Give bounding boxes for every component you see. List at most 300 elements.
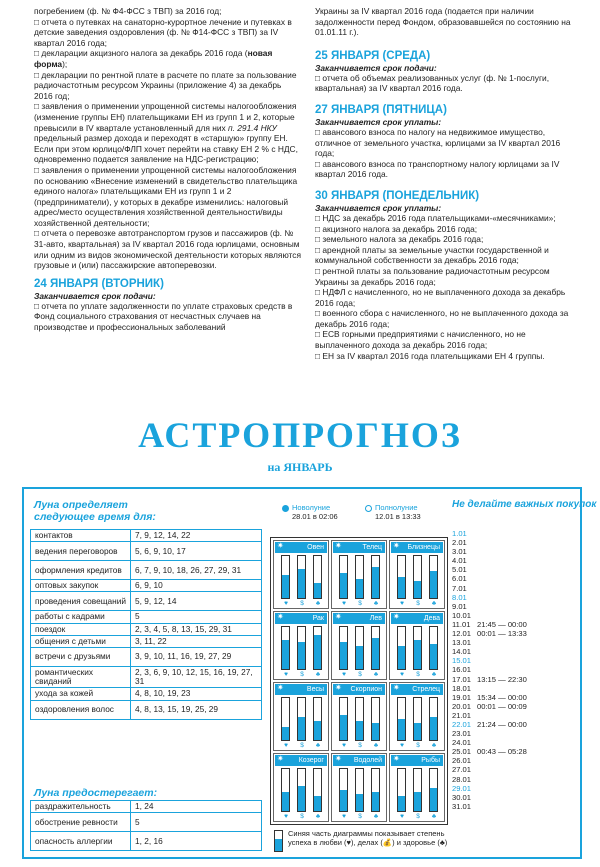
list-item	[452, 720, 552, 729]
health-icon: ♣	[315, 671, 321, 678]
table-row	[31, 648, 262, 667]
success-bar	[297, 555, 306, 599]
list-item	[452, 620, 552, 629]
date: 16.01	[452, 665, 472, 675]
date: 12.01	[452, 629, 472, 639]
full-moon-icon	[365, 505, 372, 512]
checkbox-item: □ земельного налога за декабрь 2016 года;	[315, 234, 575, 245]
success-bar-fill	[430, 571, 437, 598]
list-item	[452, 793, 552, 802]
list-item	[452, 565, 552, 574]
table-row	[31, 580, 262, 592]
new-moon-label: Новолуние	[292, 503, 331, 512]
twins-icon: ✷	[393, 541, 400, 550]
success-bar	[339, 768, 348, 812]
table-row	[31, 688, 262, 700]
date: 25.01	[452, 747, 472, 757]
date: 8.01	[452, 592, 467, 602]
money-bag-icon: $	[358, 813, 362, 820]
success-bar-fill	[430, 788, 437, 811]
zodiac-sign-name: Весы	[275, 684, 327, 695]
checkbox-item: □ отчета по уплате задолженности по уплате страховых средств в Фонд социального страхования от несчастных случаев на производстве и профессиональных заболеваний	[34, 301, 302, 333]
success-bar	[281, 697, 290, 741]
money-bag-icon: $	[358, 671, 362, 678]
success-bar-fill	[282, 575, 289, 598]
time-range: 21:24 — 00:00	[477, 719, 527, 729]
money-bag-icon: $	[358, 600, 362, 607]
list-item	[452, 702, 552, 711]
list-item	[452, 611, 552, 620]
checkbox-item	[34, 101, 302, 165]
text: заявления о применении упрощенной системы налогообложения (изменение группы ЕН) плательщиками ЕН из групп 1 и 2, которые превысили в IV квартале установленный для них	[34, 101, 297, 133]
list-item	[452, 593, 552, 602]
list-item	[452, 756, 552, 765]
heart-icon: ♥	[400, 742, 404, 749]
section-subtitle: Заканчивается срок подачи:	[34, 290, 156, 301]
zodiac-sign-name: Дева	[391, 613, 443, 624]
success-bar-fill	[372, 723, 379, 740]
list-item	[452, 738, 552, 747]
luna-warns-heading: Луна предостерегает:	[34, 787, 158, 799]
date: 28.01	[452, 774, 472, 784]
success-bar-fill	[282, 640, 289, 669]
success-bar-fill	[356, 579, 363, 598]
table-row	[31, 592, 262, 611]
zodiac-cell	[273, 540, 329, 609]
table-cell-days: 6, 7, 9, 10, 18, 26, 27, 29, 31	[131, 561, 262, 580]
table-cell-days: 6, 9, 10	[131, 580, 262, 592]
lion-icon: ✷	[335, 612, 342, 621]
success-bar-fill	[398, 719, 405, 740]
checkbox-item: □ арендной платы за земельные участки государственной и коммунальной собственности за декабрь 2016 года;	[315, 245, 575, 266]
table-row	[31, 801, 262, 813]
no-shopping-list	[452, 529, 552, 811]
list-item	[452, 656, 552, 665]
right-column	[315, 6, 575, 361]
table-cell-activity: опасность аллергии	[31, 832, 131, 851]
list-item	[452, 547, 552, 556]
zodiac-grid	[270, 537, 448, 825]
success-bar-fill	[414, 581, 421, 598]
date: 6.01	[452, 574, 467, 584]
list-item	[452, 538, 552, 547]
success-bar-fill	[398, 646, 405, 669]
article-text	[34, 6, 574, 361]
money-bag-icon: $	[416, 742, 420, 749]
table-cell-activity: работы с кадрами	[31, 611, 131, 623]
table-cell-days: 3, 11, 22	[131, 635, 262, 647]
success-bar-fill	[314, 635, 321, 669]
date: 22.01	[452, 719, 472, 729]
heart-icon: ♥	[284, 813, 288, 820]
success-bar-fill	[356, 794, 363, 811]
money-bag-icon: $	[358, 742, 362, 749]
ram-icon: ✷	[277, 541, 284, 550]
date: 19.01	[452, 692, 472, 702]
zodiac-cell	[273, 753, 329, 822]
success-bar	[397, 555, 406, 599]
table-row	[31, 611, 262, 623]
paragraph: Украины за IV квартал 2016 года (подается при наличии задолженности перед Фондом, образовавшейся по состоянию на 01.01.11 г.).	[315, 6, 571, 38]
money-bag-icon: $	[416, 813, 420, 820]
health-icon: ♣	[373, 742, 379, 749]
new-moon-icon	[282, 505, 289, 512]
full-moon-label: Полнолуние	[375, 503, 418, 512]
zodiac-cell	[389, 611, 445, 680]
zodiac-cell	[273, 682, 329, 751]
table-cell-days: 5	[131, 611, 262, 623]
checkbox-item: □ заявления о применении упрощенной системы налогообложения по основанию «Внесение изменений в свидетельство плательщика единого налога» плательщиками ЕН из групп 1 и 2 (предприниматели), у которых в декабре изменились: налоговый адрес/место осуществления хозяйственной деятельности/виды хозяйственной деятельности;	[34, 165, 302, 229]
text: декларации акцизного налога за декабрь 2016 года (	[41, 48, 248, 59]
success-bar	[413, 626, 422, 670]
checkbox-item: □ ЕСВ горными предприятиями с начисленного, но не выплаченного дохода за декабрь 2016 года;	[315, 329, 575, 350]
money-bag-icon: $	[300, 813, 304, 820]
table-cell-activity: раздражительность	[31, 801, 131, 813]
zodiac-sign-name: Козерог	[275, 755, 327, 766]
success-bar	[355, 555, 364, 599]
time-range: 13:15 — 22:30	[477, 674, 527, 684]
heart-icon: ♥	[342, 813, 346, 820]
health-icon: ♣	[431, 671, 437, 678]
date: 1.01	[452, 529, 467, 538]
table-cell-days: 1, 2, 16	[131, 832, 262, 851]
date: 3.01	[452, 547, 467, 557]
success-bar-fill	[298, 717, 305, 740]
text: предельный размер дохода и переходят в «старшую» группу ЕН. Если при этом юрлицо/ФЛП хочет перейти на ставку ЕН 2 % с НДС, одновременно подается заявление на НДС-регистрацию;	[34, 133, 298, 165]
table-row	[31, 623, 262, 635]
table-row	[31, 700, 262, 719]
money-bag-icon: $	[300, 742, 304, 749]
heart-icon: ♥	[342, 600, 346, 607]
table-row	[31, 813, 262, 832]
full-moon-value: 12.01 в 13:33	[375, 512, 421, 521]
table-cell-activity: обострение ревности	[31, 813, 131, 832]
zodiac-cell	[331, 540, 387, 609]
time-range: 15:34 — 00:00	[477, 692, 527, 702]
list-item	[452, 765, 552, 774]
date: 29.01	[452, 783, 472, 793]
success-bar	[429, 697, 438, 741]
success-bar-fill	[430, 644, 437, 669]
success-bar	[371, 626, 380, 670]
list-item	[452, 693, 552, 702]
legend-bar-icon	[274, 830, 283, 852]
luna-determines-heading: Луна определяет следующее время для:	[34, 499, 156, 523]
time-range: 00:01 — 00:09	[477, 701, 527, 711]
success-bar-fill	[414, 792, 421, 811]
success-bar-fill	[314, 796, 321, 811]
table-row	[31, 561, 262, 580]
table-cell-activity: проведения совещаний	[31, 592, 131, 611]
legend-text: Синяя часть диаграммы показывает степень успеха в любви (♥), делах (💰) и здоровье (♣)	[288, 829, 448, 847]
success-bar	[429, 768, 438, 812]
crab-icon: ✷	[277, 612, 284, 621]
date: 7.01	[452, 583, 467, 593]
health-icon: ♣	[373, 671, 379, 678]
table-cell-days: 3, 9, 10, 11, 16, 19, 27, 29	[131, 648, 262, 667]
success-bar-fill	[398, 577, 405, 598]
health-icon: ♣	[315, 600, 321, 607]
success-bar-fill	[340, 715, 347, 740]
section-title: 30 ЯНВАРЯ (ПОНЕДЕЛЬНИК)	[315, 189, 480, 202]
date: 15.01	[452, 656, 472, 666]
bold-text: новая форма	[34, 48, 273, 69]
success-bar-fill	[372, 638, 379, 670]
table-cell-days: 4, 8, 10, 19, 23	[131, 688, 262, 700]
success-bar	[371, 768, 380, 812]
zodiac-sign-name: Скорпион	[333, 684, 385, 695]
list-item	[452, 665, 552, 674]
table-cell-days: 5, 6, 9, 10, 17	[131, 542, 262, 561]
checkbox-item: □ отчета о путевках на санаторно-курортное лечение и путевках в детские заведения оздоровления (ф. № Ф14-ФСС з ТВП) за IV квартал 2016 года;	[34, 17, 302, 49]
success-bar-fill	[356, 721, 363, 740]
good-days-table	[30, 529, 262, 720]
success-bar-fill	[356, 646, 363, 669]
health-icon: ♣	[373, 600, 379, 607]
success-bar-fill	[430, 717, 437, 740]
section-title: 27 ЯНВАРЯ (ПЯТНИЦА)	[315, 103, 447, 116]
zodiac-sign-name: Стрелец	[391, 684, 443, 695]
warning-days-table	[30, 800, 262, 851]
zodiac-cell	[389, 753, 445, 822]
table-row	[31, 542, 262, 561]
date: 11.01	[452, 619, 471, 629]
date: 26.01	[452, 756, 472, 766]
success-bar-fill	[414, 640, 421, 669]
date: 10.01	[452, 610, 472, 620]
table-cell-activity: контактов	[31, 530, 131, 542]
success-bar	[313, 555, 322, 599]
date: 18.01	[452, 683, 472, 693]
table-row	[31, 635, 262, 647]
success-bar	[281, 626, 290, 670]
section-subtitle: Заканчивается срок подачи:	[315, 62, 437, 73]
table-cell-activity: оформления кредитов	[31, 561, 131, 580]
success-bar-fill	[398, 796, 405, 811]
table-cell-activity: оптовых закупок	[31, 580, 131, 592]
zodiac-sign-name: Водолей	[333, 755, 385, 766]
health-icon: ♣	[431, 813, 437, 820]
section-subtitle: Заканчивается срок уплаты:	[315, 116, 442, 127]
table-cell-activity: романтических свиданий	[31, 667, 131, 688]
success-bar	[297, 768, 306, 812]
success-bar	[281, 555, 290, 599]
health-icon: ♣	[315, 813, 321, 820]
date: 20.01	[452, 701, 472, 711]
success-bar	[339, 626, 348, 670]
checkbox-item: □ отчета о перевозке автотранспортом грузов и пассажиров (ф. № 31-авто, квартальная) за IV квартал 2016 года юрлицами, основным или одним из видов экономической деятельности которых являются грузовые и (или) пассажирские автоперевозки.	[34, 228, 302, 270]
section-title: 24 ЯНВАРЯ (ВТОРНИК)	[34, 277, 164, 290]
heart-icon: ♥	[400, 671, 404, 678]
success-bar-fill	[340, 573, 347, 598]
time-range: 00:43 — 05:28	[477, 747, 527, 757]
zodiac-sign-name: Рыбы	[391, 755, 443, 766]
table-cell-days: 5, 9, 12, 14	[131, 592, 262, 611]
list-item	[452, 638, 552, 647]
date: 2.01	[452, 538, 467, 548]
new-moon	[282, 503, 338, 521]
list-item	[452, 729, 552, 738]
success-bar-fill	[298, 569, 305, 598]
heart-icon: ♥	[342, 742, 346, 749]
section-subtitle: Заканчивается срок уплаты:	[315, 202, 442, 213]
list-item	[452, 647, 552, 656]
table-row	[31, 832, 262, 851]
paragraph: погребением (ф. № Ф4-ФСС з ТВП) за 2016 год;	[34, 6, 222, 16]
zodiac-cell	[331, 611, 387, 680]
date: 27.01	[452, 765, 472, 775]
money-bag-icon: $	[416, 671, 420, 678]
heart-icon: ♥	[284, 742, 288, 749]
zodiac-cell	[331, 753, 387, 822]
heart-icon: ♥	[400, 813, 404, 820]
zodiac-sign-name: Овен	[275, 542, 327, 553]
success-bar	[371, 697, 380, 741]
checkbox-item: □ декларации по рентной плате в расчете по плате за пользование радиочастотным ресурсом Украины (приложение 4) за декабрь 2016 год;	[34, 70, 302, 102]
success-bar	[297, 626, 306, 670]
checkbox-item: □ отчета об объемах реализованных услуг (ф. № 1-послуги, квартальная) за IV квартал 2016 года.	[315, 73, 575, 94]
date: 14.01	[452, 647, 472, 657]
list-item	[452, 556, 552, 565]
success-bar	[355, 697, 364, 741]
bull-icon: ✷	[335, 541, 342, 550]
water-bearer-icon: ✷	[335, 754, 342, 763]
heart-icon: ♥	[400, 600, 404, 607]
list-item	[452, 711, 552, 720]
success-bar	[339, 555, 348, 599]
success-bar	[339, 697, 348, 741]
list-item	[452, 584, 552, 593]
success-bar	[413, 555, 422, 599]
date: 9.01	[452, 601, 467, 611]
success-bar	[355, 768, 364, 812]
table-cell-days: 1, 24	[131, 801, 262, 813]
heart-icon: ♥	[342, 671, 346, 678]
health-icon: ♣	[431, 600, 437, 607]
checkbox-item: □ авансового взноса по транспортному налогу юрлицами за IV квартал 2016 года.	[315, 159, 575, 180]
table-cell-days: 5	[131, 813, 262, 832]
date: 21.01	[452, 710, 472, 720]
fish-icon: ✷	[393, 754, 400, 763]
health-icon: ♣	[315, 742, 321, 749]
success-bar-fill	[314, 721, 321, 740]
table-cell-activity: ведения переговоров	[31, 542, 131, 561]
money-bag-icon: $	[300, 600, 304, 607]
success-bar	[281, 768, 290, 812]
success-bar-fill	[282, 792, 289, 811]
table-row	[31, 667, 262, 688]
table-cell-activity: поездок	[31, 623, 131, 635]
table-cell-activity: оздоровления волос	[31, 700, 131, 719]
zodiac-cell	[389, 540, 445, 609]
success-bar	[397, 697, 406, 741]
checkbox-item: □ акцизного налога за декабрь 2016 года;	[315, 224, 575, 235]
zodiac-cell	[273, 611, 329, 680]
astro-title: АСТРОПРОГНОЗ	[138, 415, 462, 455]
goat-icon: ✷	[277, 754, 284, 763]
checkbox-item: □ ЕН за IV квартал 2016 года плательщиками ЕН 4 группы.	[315, 351, 575, 362]
success-bar-fill	[372, 792, 379, 811]
success-bar	[313, 626, 322, 670]
heart-icon: ♥	[284, 600, 288, 607]
full-moon	[365, 503, 421, 521]
scales-icon: ✷	[277, 683, 284, 692]
checkbox-item: □ военного сбора с начисленного, но не выплаченного дохода за декабрь 2016 года;	[315, 308, 575, 329]
success-bar	[397, 626, 406, 670]
list-item	[452, 675, 552, 684]
list-item	[452, 574, 552, 583]
success-bar-fill	[414, 723, 421, 740]
success-bar-fill	[314, 583, 321, 598]
date: 31.01	[452, 801, 472, 811]
success-bar	[371, 555, 380, 599]
money-bag-icon: $	[300, 671, 304, 678]
table-cell-days: 2, 3, 6, 9, 10, 12, 15, 16, 19, 27, 31	[131, 667, 262, 688]
virgin-icon: ✷	[393, 612, 400, 621]
list-item	[452, 784, 552, 793]
date: 17.01	[452, 674, 472, 684]
list-item	[452, 602, 552, 611]
time-range: 00:01 — 13:33	[477, 629, 527, 639]
success-bar	[355, 626, 364, 670]
table-cell-days: 2, 3, 4, 5, 8, 13, 15, 29, 31	[131, 623, 262, 635]
list-item	[452, 684, 552, 693]
date: 4.01	[452, 556, 467, 566]
success-bar	[397, 768, 406, 812]
zodiac-cell	[389, 682, 445, 751]
table-cell-days: 4, 8, 13, 15, 19, 25, 29	[131, 700, 262, 719]
zodiac-cell	[331, 682, 387, 751]
zodiac-sign-name: Лев	[333, 613, 385, 624]
success-bar	[413, 768, 422, 812]
money-bag-icon: $	[416, 600, 420, 607]
success-bar-fill	[372, 567, 379, 599]
time-range: 21:45 — 00:00	[477, 619, 527, 629]
table-cell-activity: ухода за кожей	[31, 688, 131, 700]
archer-icon: ✷	[393, 683, 400, 692]
heart-icon: ♥	[284, 671, 288, 678]
list-item	[452, 775, 552, 784]
date: 13.01	[452, 638, 472, 648]
success-bar-fill	[298, 642, 305, 669]
success-bar-fill	[298, 786, 305, 811]
date: 23.01	[452, 729, 472, 739]
success-bar-fill	[340, 642, 347, 669]
deadline-list	[315, 213, 575, 361]
health-icon: ♣	[373, 813, 379, 820]
success-bar-fill	[340, 790, 347, 811]
checkbox-item: □ НДС за декабрь 2016 года плательщиками-«месячниками»;	[315, 213, 575, 224]
health-icon: ♣	[431, 742, 437, 749]
success-bar	[313, 768, 322, 812]
zodiac-sign-name: Рак	[275, 613, 327, 624]
date: 30.01	[452, 792, 472, 802]
checkbox-item: □ рентной платы за пользование радиочастотным ресурсом Украины за декабрь 2016 года;	[315, 266, 575, 287]
new-moon-value: 28.01 в 02:06	[292, 512, 338, 521]
success-bar	[413, 697, 422, 741]
date: 5.01	[452, 565, 467, 575]
no-shopping-heading: Не делайте важных покупок	[452, 499, 597, 510]
checkbox-item: □ авансового взноса по налогу на недвижимое имущество, отличное от земельного участка, юрлицами за IV квартал 2016 года;	[315, 127, 575, 159]
zodiac-sign-name: Близнецы	[391, 542, 443, 553]
checkbox-item	[34, 48, 302, 69]
success-bar-fill	[282, 727, 289, 740]
section-title: 25 ЯНВАРЯ (СРЕДА)	[315, 49, 431, 62]
success-bar	[429, 555, 438, 599]
italic-text: п. 291.4 НКУ	[228, 122, 277, 133]
zodiac-sign-name: Телец	[333, 542, 385, 553]
table-row	[31, 530, 262, 542]
